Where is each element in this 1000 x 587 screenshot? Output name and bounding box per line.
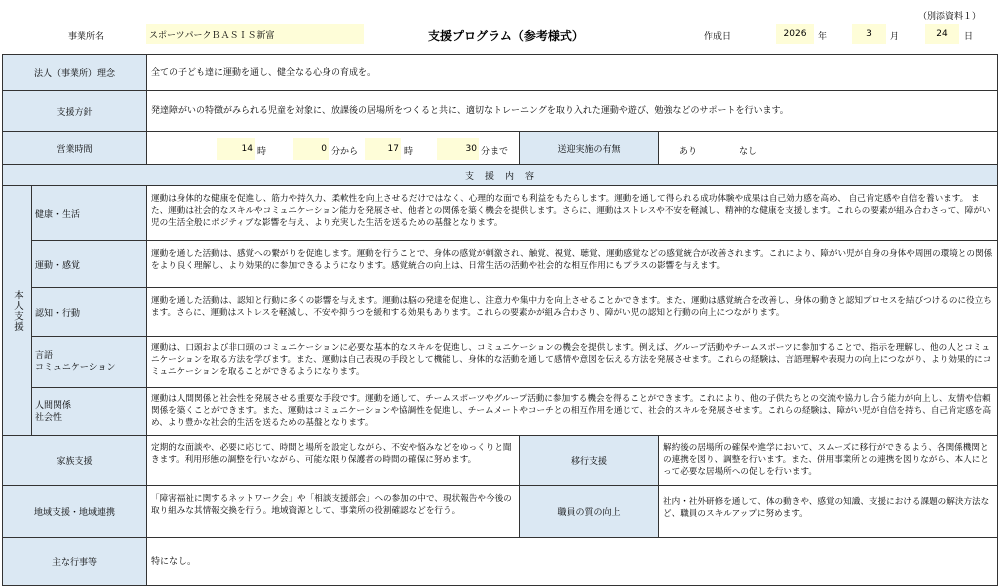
community-support-label: 地域支援・地域連携 bbox=[2, 485, 147, 538]
minute-until-unit: 分まで bbox=[481, 147, 509, 157]
minute-from-unit: 分から bbox=[331, 147, 359, 157]
end-hour-field[interactable]: 17 bbox=[365, 138, 401, 160]
day-unit: 日 bbox=[964, 32, 974, 42]
office-name-field[interactable]: スポーツパークＢＡＳＩＳ新富 bbox=[146, 24, 364, 44]
date-label: 作成日 bbox=[704, 32, 732, 42]
family-support-text: 定期的な面談や、必要に応じて、時間と場所を設定しながら、不安や悩みなどをゆっくりと聞きます。利用形態の調整を行いながら、可能な限り保護者の時間の確保に努めます。 bbox=[146, 435, 520, 486]
transition-support-label: 移行支援 bbox=[519, 435, 659, 486]
end-minute-field[interactable]: 30 bbox=[437, 138, 479, 160]
month-unit: 月 bbox=[890, 32, 900, 42]
motor-sensory-label: 運動・感覚 bbox=[31, 240, 147, 288]
language-communication-text: 運動は、口頭および非口頭のコミュニケーションに必要な基本的なスキルを促進し、コミュニケーションの機会を提供します。例えば、グループ活動やチームスポーツに参加することで、指示を理解し、他の人とコミュニケーションを取る方法を学びます。また、運動は自己表現の手段として機能し、身体的な活動を通して感情や意図を伝える方法を発展させます。これらの経験は、言語理解や表現力の向上につながり、より効果的にコミュニケーションを取ることができるようになります。 bbox=[146, 336, 998, 388]
family-support-label: 家族支援 bbox=[2, 435, 147, 486]
page-title: 支援プログラム（参考様式） bbox=[428, 29, 584, 43]
cognition-behavior-label: 認知・行動 bbox=[31, 287, 147, 337]
cognition-behavior-text: 運動を通した活動は、認知と行動に多くの影響を与えます。運動は脳の発達を促進し、注意力や集中力を向上させることかできます。また、運動は感覚統合を改善し、身体の動きと認知プロセスを結びつけるのに役立ちます。さらに、運動はストレスを軽減し、不安や抑うつを緩和する効果もあります。これらの要素かが組み合わさり、障がい児の認知と行動の向上につながります。 bbox=[146, 287, 998, 337]
relationships-social-label: 人間関係 社会性 bbox=[31, 387, 147, 436]
support-content-header: 支 援 内 容 bbox=[2, 164, 998, 186]
hour-unit: 時 bbox=[257, 147, 267, 157]
events-label: 主な行事等 bbox=[2, 537, 147, 586]
staff-quality-label: 職員の質の向上 bbox=[519, 485, 659, 538]
relationships-social-text: 運動は人間関係と社会性を発展させる重要な手段です。運動を通して、チームスポーツやグループ活動に参加する機会を得ることができます。これにより、他の子供たちとの交流や協力し合う能力が向上し、友情や信頼関係を築くことができます。また、運動はコミュニケーションや協調性を促進し、チームメートやコーチとの相互作用を通じて、社会的スキルを発展させます。これらの経験は、障がい児が自信を持ち、自己肯定感を高め、より豊かな社会的生活を送るための基盤となります。 bbox=[146, 387, 998, 436]
health-life-text: 運動は身体的な健康を促進し、筋力や持久力、柔軟性を向上させるだけではなく、心理的な面でも利益をもたらします。運動を通して得られる成功体験や成果は自己効力感を高め、 自己肯定感や自信を養います。 また、運動は社会的なスキルやコミュニケーション能力を発展させ、他者との関係を築く機会を提供します。さらに、運動はストレスや不安を軽減し、精神的な健康を支援します。これらの要素が組み合わさって、障がい児の生活全般にポジティブな影響を与え、より充実した生活を送るための基盤となります。 bbox=[146, 185, 998, 241]
motor-sensory-text: 運動を通した活動は、感覚への繋がりを促進します。運動を行うことで、身体の感覚が刺激され、触覚、視覚、聴覚、運動感覚などの感覚統合が改善されます。これにより、障がい児が自身の身体や周囲の環境との関係をより良く理解し、より効果的に参加できるようになります。感覚統合の向上は、日常生活の活動や社会的な相互作用にもプラスの影響を与えます。 bbox=[146, 240, 998, 288]
policy-label: 支援方針 bbox=[2, 90, 147, 132]
transport-options bbox=[658, 131, 998, 165]
transport-label: 送迎実施の有無 bbox=[519, 131, 659, 165]
office-label: 事業所名 bbox=[68, 32, 105, 42]
transport-yes-option[interactable]: あり bbox=[679, 147, 698, 157]
hours-row bbox=[146, 131, 520, 165]
language-communication-label: 言語 コミュニケーション bbox=[31, 336, 147, 388]
hours-label: 営業時間 bbox=[2, 131, 147, 165]
month-field[interactable]: 3 bbox=[852, 24, 886, 44]
start-minute-field[interactable]: 0 bbox=[293, 138, 329, 160]
staff-quality-text: 社内・社外研修を通して、体の動きや、感覚の知識、支援における課題の解決方法など、職員のスキルアップに努めます。 bbox=[658, 485, 998, 538]
individual-support-label bbox=[2, 185, 32, 436]
year-field[interactable]: 2026 bbox=[776, 24, 814, 44]
philosophy-label: 法人（事業所）理念 bbox=[2, 54, 147, 91]
community-support-text: 「障害福祉に関するネットワーク会」や「相談支援部会」への参加の中で、現状報告や今後の取り組みな其情報交換を行う。地域資源として、事業所の役割確認などを行う。 bbox=[146, 485, 520, 538]
individual-support-label-text: 本人支援 bbox=[12, 289, 23, 332]
appendix-note: （別添資料１） bbox=[918, 12, 982, 22]
policy-text: 発達障がいの特徴がみられる児童を対象に、放課後の居場所をつくると共に、適切なトレーニングを取り入れた運動や遊び、勉強などのサポートを行います。 bbox=[146, 90, 998, 132]
health-life-label: 健康・生活 bbox=[31, 185, 147, 241]
start-hour-field[interactable]: 14 bbox=[217, 138, 255, 160]
year-unit: 年 bbox=[818, 32, 828, 42]
philosophy-text: 全ての子ども達に運動を通し、健全なる心身の育成を。 bbox=[146, 54, 998, 91]
events-text: 特になし。 bbox=[146, 537, 998, 586]
transition-support-text: 解約後の居場所の確保や進学において、スムーズに移行ができるよう、各関係機関との連携を図り、調整を行います。また、併用事業所との連携を図りながら、本人にとって必要な居場所への促しを行います。 bbox=[658, 435, 998, 486]
day-field[interactable]: 24 bbox=[925, 24, 959, 44]
hour-unit-2: 時 bbox=[404, 147, 414, 157]
transport-no-option[interactable]: なし bbox=[739, 147, 758, 157]
